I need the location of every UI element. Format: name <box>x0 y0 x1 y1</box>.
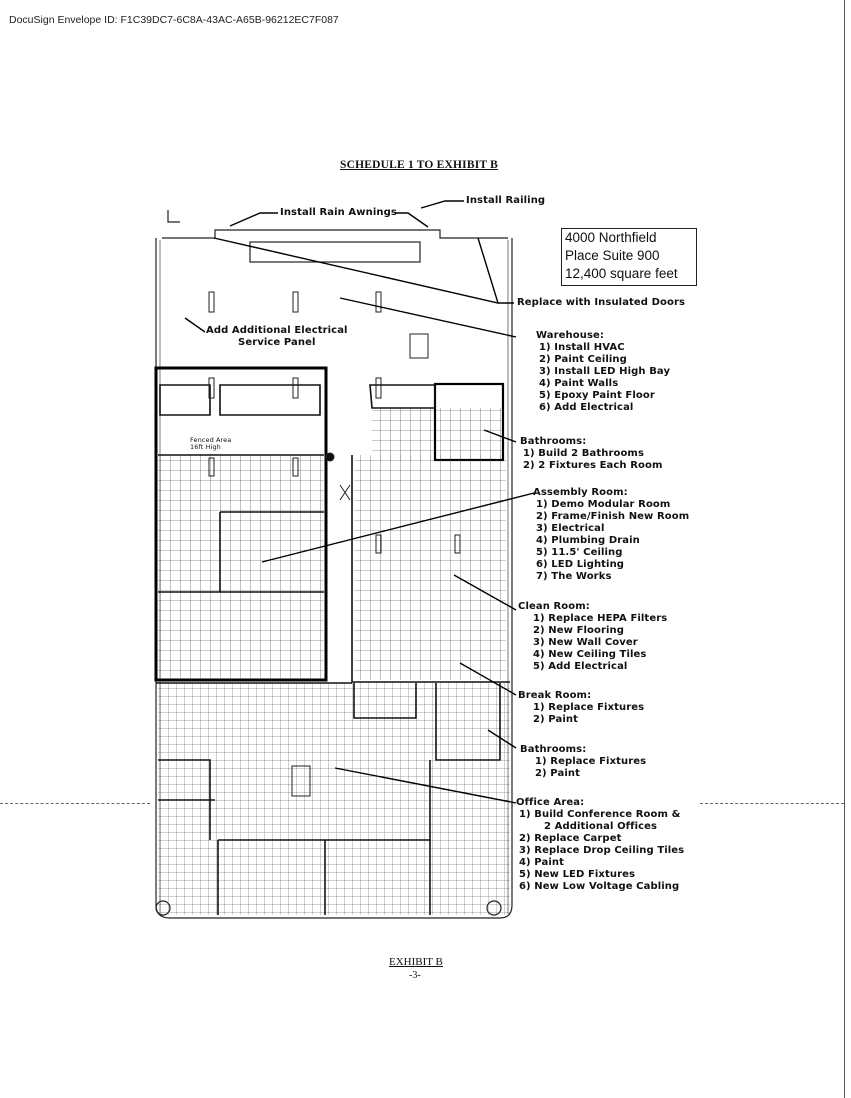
callout-electrical-panel: Add Additional Electrical Service Panel <box>206 325 348 348</box>
callout-assembly-room: Assembly Room: 1) Demo Modular Room 2) Frame/Finish New Room 3) Electrical 4) Plumbing Drain 5) 11.5' Ceiling 6) LED Lighting 7) The Works <box>533 487 690 582</box>
callout-bathrooms-existing: Bathrooms: 1) Replace Fixtures 2) Paint <box>520 744 647 779</box>
exhibit-label: EXHIBIT B <box>389 956 443 968</box>
callout-install-railing: Install Railing <box>466 195 546 206</box>
schedule-title: SCHEDULE 1 TO EXHIBIT B <box>340 159 498 171</box>
fenced-area-label: Fenced Area 16ft High <box>190 436 232 451</box>
callout-break-room: Break Room: 1) Replace Fixtures 2) Paint <box>518 690 645 725</box>
address-box: 4000 Northfield Place Suite 900 12,400 square feet <box>561 228 697 286</box>
callout-office-area: Office Area: 1) Build Conference Room & 2 Additional Offices 2) Replace Carpet 3) Replace Drop Ceiling Tiles 4) Paint 5) New LED Fixtures 6) New Low Voltage Cabling <box>516 797 685 892</box>
callout-replace-doors: Replace with Insulated Doors <box>517 297 686 308</box>
envelope-id: DocuSign Envelope ID: F1C39DC7-6C8A-43AC-A65B-96212EC7F087 <box>9 14 339 26</box>
callout-clean-room: Clean Room: 1) Replace HEPA Filters 2) New Flooring 3) New Wall Cover 4) New Ceiling Tiles 5) Add Electrical <box>518 601 668 672</box>
callout-bathrooms-new: Bathrooms: 1) Build 2 Bathrooms 2) 2 Fixtures Each Room <box>520 436 663 471</box>
callout-install-rain-awnings: Install Rain Awnings <box>280 207 397 218</box>
callout-warehouse: Warehouse: 1) Install HVAC 2) Paint Ceiling 3) Install LED High Bay 4) Paint Walls 5) Epoxy Paint Floor 6) Add Electrical <box>536 330 671 413</box>
page-number: -3- <box>409 970 421 981</box>
